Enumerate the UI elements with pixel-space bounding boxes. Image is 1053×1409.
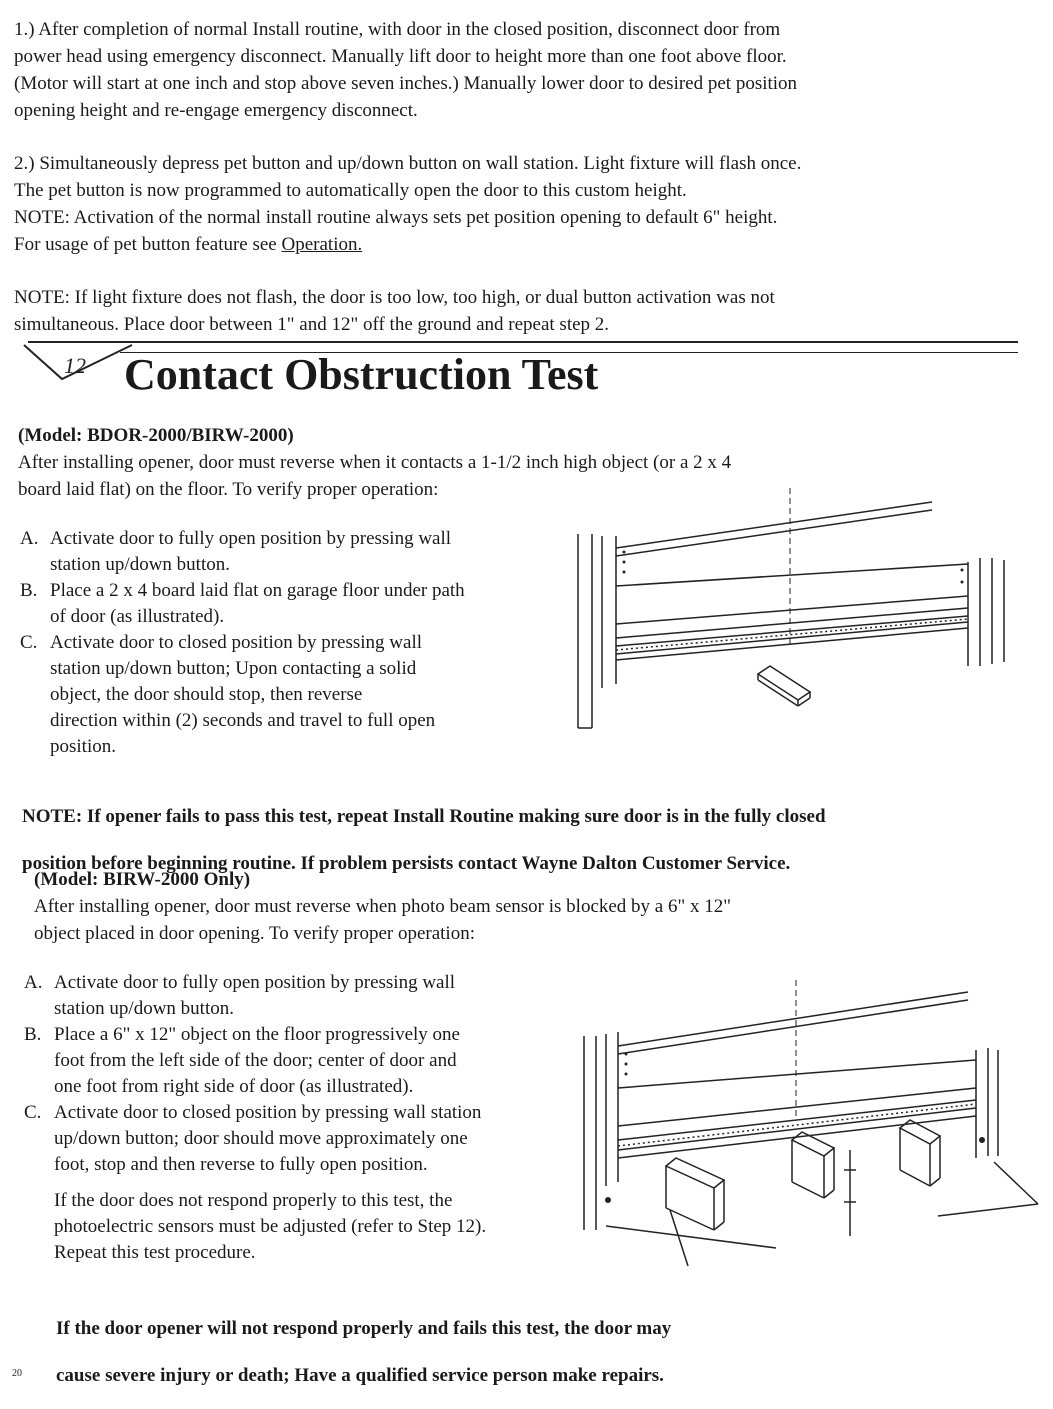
followup-line: If the door does not respond properly to this test, the <box>54 1190 453 1211</box>
operation-reference: Operation. <box>281 234 363 255</box>
model1-step-c <box>20 630 560 760</box>
note-flash-line: NOTE: If light fixture does not flash, the door is too low, too high, or dual button activation was not <box>14 287 775 308</box>
step-1-line: (Motor will start at one inch and stop above seven inches.) Manually lower door to desired pet position <box>14 73 798 94</box>
model1-intro-line: board laid flat) on the floor. To verify proper operation: <box>18 479 439 500</box>
step-2-usage-line <box>14 231 801 258</box>
model2-heading: (Model: BIRW-2000 Only) <box>34 869 251 890</box>
model1-heading: (Model: BDOR-2000/BIRW-2000) <box>18 425 294 446</box>
followup-line: photoelectric sensors must be adjusted (refer to Step 12). <box>54 1216 487 1237</box>
model2-followup <box>24 1188 584 1266</box>
step-line: Activate door to fully open position by pressing wall <box>50 528 452 549</box>
step-2-line: NOTE: Activation of the normal install routine always sets pet position opening to default 6" height. <box>14 207 778 228</box>
model2-step-a <box>24 970 584 1022</box>
step-1-paragraph <box>14 16 797 124</box>
model2-steps <box>24 970 584 1266</box>
note-flash-paragraph <box>14 284 775 338</box>
step-key: B. <box>24 1024 42 1045</box>
door-objects-illustration <box>578 976 1048 1276</box>
step-1-line: power head using emergency disconnect. Manually lift door to height more than one foot above floor. <box>14 46 787 67</box>
step-line: station up/down button; Upon contacting a solid <box>50 658 417 679</box>
step-2-paragraph <box>14 150 801 258</box>
page-number: 20 <box>12 1368 22 1379</box>
warning-line: If the door opener will not respond properly and fails this test, the door may <box>56 1318 672 1339</box>
step-key: A. <box>20 528 39 549</box>
step-line: foot from the left side of the door; center of door and <box>54 1050 457 1071</box>
step-line: Activate door to closed position by pressing wall <box>50 632 423 653</box>
step-key: C. <box>20 632 38 653</box>
step-line: one foot from right side of door (as illustrated). <box>54 1076 414 1097</box>
warning-line: cause severe injury or death; Have a qualified service person make repairs. <box>56 1365 664 1386</box>
door-board-illustration <box>572 488 1012 738</box>
model2-step-c <box>24 1100 584 1178</box>
note-repeat-line: NOTE: If opener fails to pass this test, repeat Install Routine making sure door is in the fully closed <box>22 806 826 827</box>
model1-intro-line: After installing opener, door must reverse when it contacts a 1-1/2 inch high object (or a 2 x 4 <box>18 452 732 473</box>
step-2-line: The pet button is now programmed to automatically open the door to this custom height. <box>14 180 687 201</box>
note-flash-line: simultaneous. Place door between 1" and 12" off the ground and repeat step 2. <box>14 314 610 335</box>
section-rule-top <box>28 341 1018 343</box>
model2-intro <box>34 866 731 947</box>
step-key: B. <box>20 580 38 601</box>
usage-prefix: For usage of pet button feature see <box>14 234 282 255</box>
step-line: object, the door should stop, then reverse <box>50 684 363 705</box>
section-title: Contact Obstruction Test <box>124 350 599 399</box>
model2-step-b <box>24 1022 584 1100</box>
model1-step-b <box>20 578 560 630</box>
step-number: 12 <box>64 353 86 378</box>
step-2-line: 2.) Simultaneously depress pet button and up/down button on wall station. Light fixture will flash once. <box>14 153 802 174</box>
step-line: Activate door to closed position by pressing wall station <box>54 1102 482 1123</box>
step-line: station up/down button. <box>50 554 230 575</box>
step-line: Place a 2 x 4 board laid flat on garage floor under path <box>50 580 465 601</box>
step-line: Place a 6" x 12" object on the floor progressively one <box>54 1024 460 1045</box>
step-line: Activate door to fully open position by pressing wall <box>54 972 456 993</box>
step-line: up/down button; door should move approximately one <box>54 1128 468 1149</box>
step-1-line: opening height and re-engage emergency disconnect. <box>14 100 418 121</box>
model2-intro-line: object placed in door opening. To verify proper operation: <box>34 923 475 944</box>
step-line: direction within (2) seconds and travel to full open <box>50 710 436 731</box>
followup-line: Repeat this test procedure. <box>54 1242 256 1263</box>
step-line: station up/down button. <box>54 998 234 1019</box>
model1-steps <box>20 526 560 760</box>
step-line: position. <box>50 736 116 757</box>
step-key: A. <box>24 972 43 993</box>
step-1-line: 1.) After completion of normal Install routine, with door in the closed position, disconnect door from <box>14 19 781 40</box>
model2-intro-line: After installing opener, door must reverse when photo beam sensor is blocked by a 6" x 12" <box>34 896 732 917</box>
step-key: C. <box>24 1102 42 1123</box>
note-repeat-line: position before beginning routine. If problem persists contact Wayne Dalton Customer Service. <box>22 853 791 874</box>
warning-paragraph <box>56 1296 671 1409</box>
step-line: of door (as illustrated). <box>50 606 225 627</box>
model1-step-a <box>20 526 560 578</box>
step-line: foot, stop and then reverse to fully open position. <box>54 1154 428 1175</box>
